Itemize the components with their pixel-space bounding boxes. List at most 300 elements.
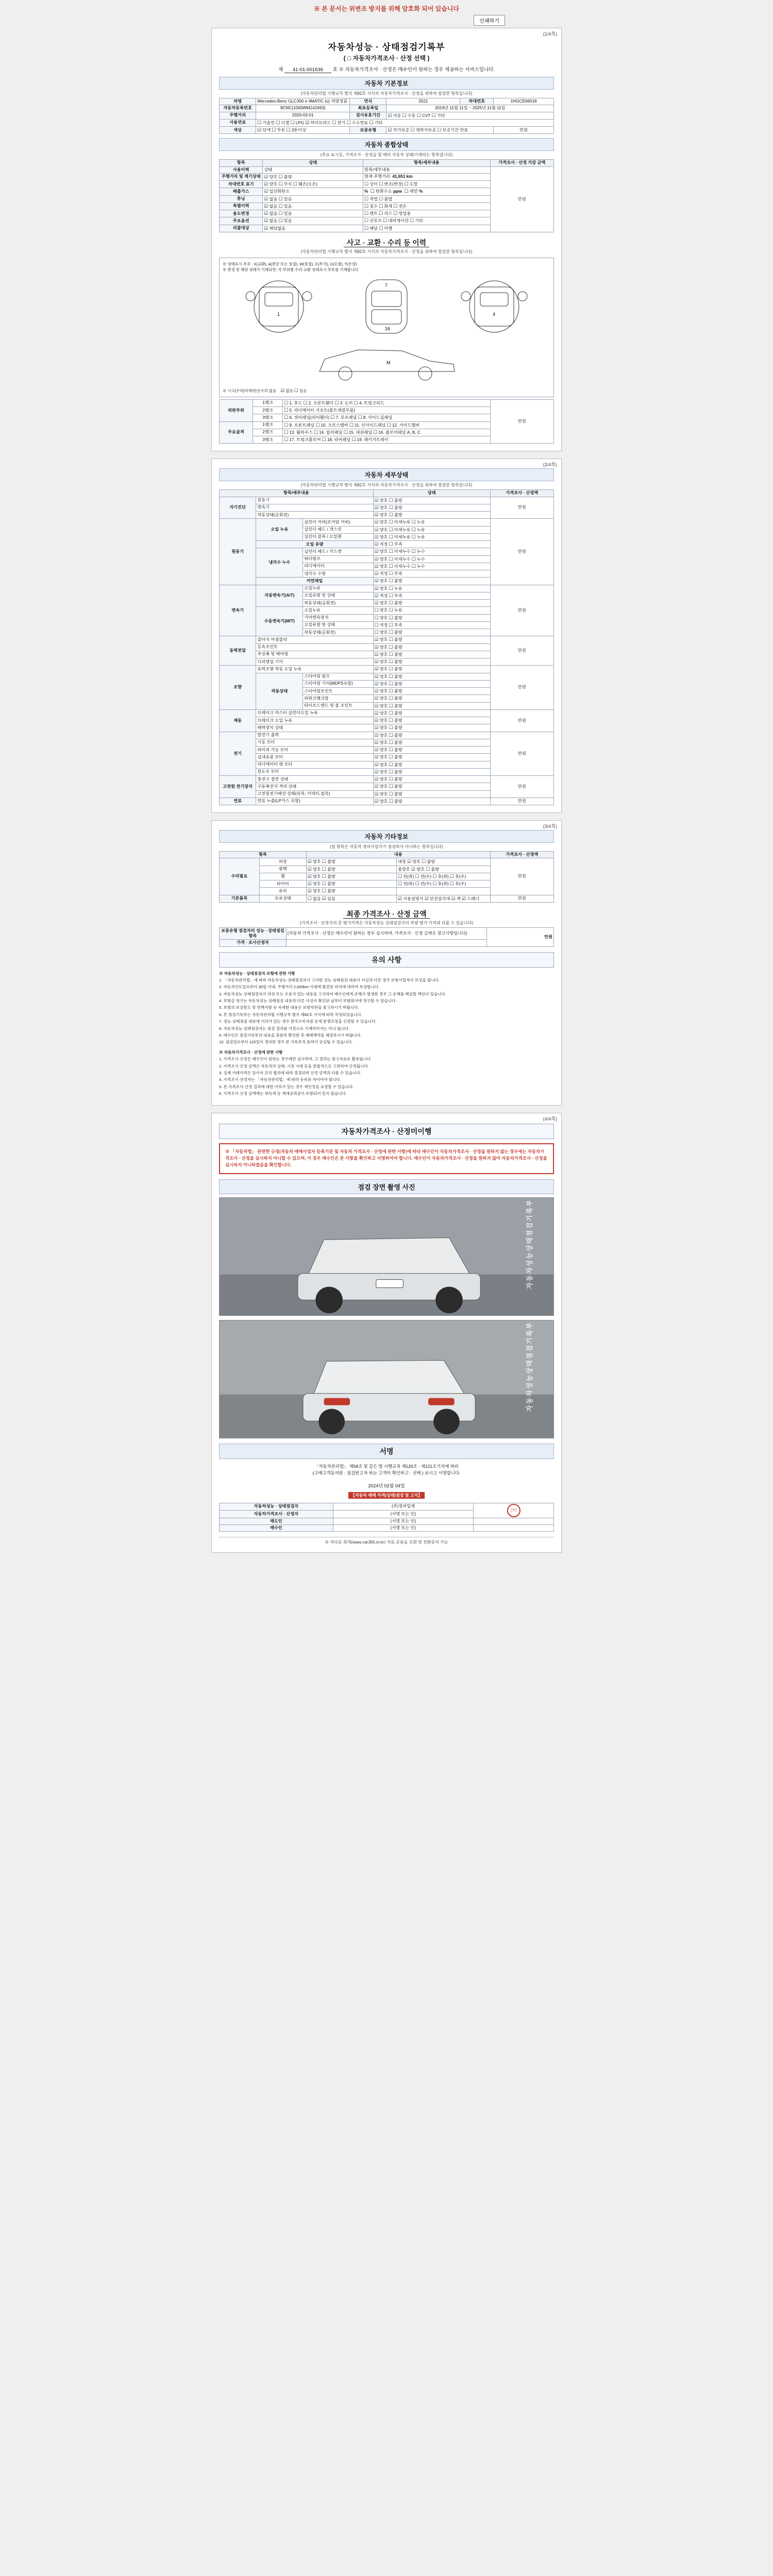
checkbox-booster-bad[interactable]: ☐ 불량	[389, 725, 402, 730]
caution-item: 2. 가격조사·산정 금액은 자동차의 상태, 시장 시세 등을 종합적으로 고려하여 산정됩니다.	[219, 1063, 369, 1069]
checkbox-tire-fl[interactable]: ☐ 전(좌)	[398, 882, 414, 886]
cautions-head-1: ※ 자동차가격조사 · 산정에 관한 사항	[219, 1049, 283, 1055]
sub-coolant: 냉각수 누수	[256, 548, 303, 578]
etc-note: (점 항목은 자동차 정비사업자가 점검하지 아니하는 항목입니다)	[330, 844, 443, 849]
checkbox-pump-good[interactable]: ☑ 양호	[375, 557, 388, 562]
checkbox-front-fender[interactable]: ☐ 2. 프론트휀더	[304, 401, 334, 405]
checkbox-inside-panel[interactable]: ☐ 11. 인사이드패널	[349, 423, 386, 428]
photo-band: 점검 장면 촬영 사진	[219, 1179, 554, 1194]
checkbox-blower-good[interactable]: ☑ 양호	[375, 755, 388, 759]
checkbox-mt-leak[interactable]: ☐ 누유	[389, 608, 402, 613]
label-warranty: 보증유형	[350, 127, 386, 134]
etc-th-1: 내용	[306, 852, 490, 858]
checkbox-tuning-legal[interactable]: ☐ 적법	[364, 197, 378, 201]
checkbox-mt-level-ok[interactable]: ☐ 적정	[375, 623, 388, 628]
mileage-sub-label: 현재 주행거리	[364, 174, 390, 179]
table-row	[220, 1524, 554, 1531]
checkbox-stjoint-bad[interactable]: ☐ 불량	[389, 689, 402, 693]
checkbox-hc[interactable]: ☐ 탄화수소	[371, 189, 392, 194]
checkbox-flood[interactable]: ☐ 침수	[364, 204, 378, 209]
checkbox-wheel-fl[interactable]: ☐ 전(좌)	[398, 874, 414, 879]
checkbox-business[interactable]: ☐ 영업용	[393, 211, 411, 216]
svg-text:4: 4	[492, 311, 495, 317]
inspection-photo-rear	[219, 1320, 554, 1438]
checkbox-brakeoil-bad[interactable]: ☐ 불량	[389, 718, 402, 723]
checkbox-at-leak[interactable]: ☐ 누유	[389, 586, 402, 591]
checkbox-tuning-yes[interactable]: ☐ 있음	[279, 197, 292, 201]
checkbox-total-loss[interactable]: ☐ 전손	[393, 204, 407, 209]
checkbox-sd-trans-bad[interactable]: ☐ 불량	[389, 505, 402, 510]
checkbox-lease[interactable]: ☐ 리스	[379, 211, 392, 216]
cautions-body	[219, 971, 554, 1097]
checkbox-tuning-illegal[interactable]: ☐ 불법	[379, 197, 392, 201]
checkbox-mt-idle-good[interactable]: ☐ 양호	[375, 630, 388, 635]
price-final-amount: 만원	[487, 927, 554, 946]
checkbox-color-two[interactable]: ☐ 투톤	[272, 128, 285, 132]
doc-no-suffix: 호 ※ 자동차가격조사 · 산정은 매수인이 원하는 경우 제공하는 서비스입니다.	[332, 67, 495, 73]
checkbox-glass-good[interactable]: ☑ 양호	[308, 889, 321, 893]
row-mid-vin	[263, 181, 363, 188]
checkbox-triangle[interactable]: ☑ 안전삼각대	[425, 896, 450, 901]
group-fuel: 연료	[220, 798, 256, 805]
checkbox-block-fine[interactable]: ☐ 미세누유	[389, 535, 411, 539]
checkbox-clutch-bad[interactable]: ☐ 불량	[389, 637, 402, 642]
checkbox-wiper-bad[interactable]: ☐ 불량	[389, 748, 402, 752]
row-right-emission: % ☐ 탄화수소 ppm ☐ 매연 %	[363, 188, 491, 195]
checkbox-mileage-good[interactable]: ☑ 양호	[264, 175, 277, 179]
checkbox-navi[interactable]: ☐ 내비게이션	[383, 218, 409, 223]
checkbox-ev[interactable]: ☐ 전기	[332, 121, 345, 125]
checkbox-accident-yes[interactable]: ☐ 있음	[294, 388, 307, 393]
checkbox-head-fine[interactable]: ☐ 미세누유	[389, 528, 411, 532]
checkbox-accident-none[interactable]: ☑ 없음	[280, 388, 293, 393]
checkbox-special-yes[interactable]: ☐ 있음	[279, 204, 292, 209]
checkbox-sd-trans-good[interactable]: ☑ 양호	[375, 505, 388, 510]
checkbox-special-none[interactable]: ☑ 없음	[264, 204, 277, 209]
checkbox-fan-good[interactable]: ☑ 양호	[375, 762, 388, 767]
sub-hv-wiring: 고전원전기배선 상태(피복, 커넥터,접촉)	[256, 790, 373, 798]
checkbox-wheel-house[interactable]: ☐ 13. 휠하우스	[284, 430, 312, 435]
checkbox-usechange-none[interactable]: ☑ 없음	[264, 211, 277, 216]
checkbox-at-level-ok[interactable]: ☑ 적정	[375, 594, 388, 598]
etc-group-basic: 기본품목	[220, 895, 260, 902]
frame-rank3-items	[283, 436, 490, 444]
checkbox-head-good[interactable]: ☑ 양호	[375, 528, 388, 532]
value-color	[256, 127, 350, 134]
checkbox-tuning-none[interactable]: ☑ 없음	[264, 197, 277, 201]
checkbox-diesel[interactable]: ☐ 디젤	[276, 121, 289, 125]
checkbox-batiso-good[interactable]: ☑ 양호	[375, 784, 388, 789]
table-row	[220, 1518, 554, 1524]
row-label-recall: 리콜대상	[220, 225, 263, 232]
table-row	[220, 666, 554, 673]
checkbox-maker-warranty[interactable]: ☐ 제작사보증	[410, 128, 436, 132]
state-differential	[373, 658, 490, 666]
checkbox-smoke[interactable]: ☐ 매연	[405, 189, 418, 194]
checkbox-vin-good[interactable]: ☑ 양호	[264, 182, 277, 187]
detail-tie-rod: 타이로드엔드 및 볼 조인트	[303, 702, 373, 709]
checkbox-fuel-good[interactable]: ☑ 양호	[375, 799, 388, 804]
checkbox-room-bad[interactable]: ☐ 불량	[426, 867, 439, 872]
checkbox-coolant-head-fine[interactable]: ☐ 미세누수	[389, 549, 411, 554]
checkbox-radiator-support[interactable]: ☐ 5. 라디에이터 서포트(볼트체결부품)	[284, 408, 355, 413]
checkbox-tire-rr[interactable]: ☐ 후(우)	[450, 882, 466, 886]
rank-3: 3랭크	[253, 414, 282, 421]
checkbox-spanner[interactable]: ☑ 스패너	[462, 896, 479, 901]
checkbox-rent[interactable]: ☐ 렌트	[364, 211, 378, 216]
label-mileage: 주행거리	[220, 112, 256, 119]
checkbox-vin-corrosion[interactable]: ☐ 부식	[279, 182, 292, 187]
checkbox-at-idle-bad[interactable]: ☐ 불량	[389, 601, 402, 605]
checkbox-pos-yes[interactable]: ☑ 있음	[322, 896, 335, 901]
checkbox-hybrid[interactable]: ☑ 하이브리드	[305, 121, 331, 125]
page-number-1: (1/4쪽)	[543, 31, 557, 37]
checkbox-charge-bad[interactable]: ☐ 불량	[389, 777, 402, 782]
checkbox-at-good[interactable]: ☑ 양호	[375, 586, 388, 591]
sub-operation: 작동상태	[256, 673, 303, 709]
checkbox-master-good[interactable]: ☑ 양호	[375, 711, 388, 716]
checkbox-wheel-good[interactable]: ☑ 양호	[308, 874, 321, 879]
checkbox-prop-good[interactable]: ☑ 양호	[375, 652, 388, 657]
checkbox-diff-bad[interactable]: ☐ 불량	[389, 659, 402, 664]
row-label-special: 특별이력	[220, 202, 263, 210]
checkbox-coolant-ok[interactable]: ☑ 적정	[375, 571, 388, 576]
checkbox-blower-bad[interactable]: ☐ 불량	[389, 755, 402, 759]
checkbox-int-bad[interactable]: ☐ 불량	[422, 859, 435, 864]
checkbox-window-good[interactable]: ☑ 양호	[375, 770, 388, 774]
checkbox-mt-gear-bad[interactable]: ☐ 불량	[389, 616, 402, 620]
checkbox-ps-good[interactable]: ☑ 양호	[375, 667, 388, 671]
signature-table	[219, 1503, 554, 1532]
checkbox-ps-bad[interactable]: ☐ 불량	[389, 667, 402, 671]
checkbox-sd-idle-bad[interactable]: ☐ 불량	[389, 513, 402, 517]
checkbox-mt-good[interactable]: ☐ 양호	[375, 608, 388, 613]
sub-transmission: 변속기	[256, 504, 373, 511]
checkbox-sd-engine-good[interactable]: ☑ 양호	[375, 498, 388, 503]
checkbox-radiator-fine[interactable]: ☐ 미세누수	[389, 564, 411, 569]
detail-th-2: 가격조사 · 산정액	[490, 490, 553, 497]
checkbox-cv-good[interactable]: ☑ 양호	[375, 645, 388, 650]
checkbox-alt-bad[interactable]: ☐ 불량	[389, 733, 402, 738]
checkbox-tire-fr[interactable]: ☐ 전(우)	[415, 882, 431, 886]
checkbox-roof-panel[interactable]: ☐ 7. 루프패널	[331, 415, 357, 420]
checkbox-radiator-leak[interactable]: ☐ 누수	[412, 564, 425, 569]
checkbox-recall-yes[interactable]: ☐ 해당	[364, 226, 378, 231]
checkbox-rocker-leak[interactable]: ☐ 누유	[412, 520, 425, 524]
state-radiator-fan	[373, 761, 490, 768]
checkbox-usechange-yes[interactable]: ☐ 있음	[279, 211, 292, 216]
checkbox-radiator-good[interactable]: ☑ 양호	[375, 564, 388, 569]
checkbox-gasoline[interactable]: ☐ 가솔린	[257, 121, 275, 125]
checkbox-package-tray[interactable]: ☐ 19. 패키지트레이	[351, 437, 388, 442]
checkbox-color-three[interactable]: ☐ 3톤이상	[287, 128, 306, 132]
seal-icon: (인)	[507, 1504, 520, 1517]
checkbox-sunroof[interactable]: ☐ 선루프	[364, 218, 382, 223]
state-mt-gear	[373, 614, 490, 621]
checkbox-wheel-bad[interactable]: ☐ 불량	[322, 874, 335, 879]
value-vin: 1HGCE66018	[494, 98, 554, 105]
checkbox-crank-bad[interactable]: ☐ 불량	[389, 696, 402, 701]
checkbox-side-sill[interactable]: ☐ 8. 사이드실패널	[358, 415, 393, 420]
checkbox-vin-erased[interactable]: ☐ 도말	[405, 182, 418, 187]
checkbox-pump-leak[interactable]: ☐ 누수	[412, 557, 425, 562]
diagram-legend-2: ※ 판정 및 해당 상태가 기재되면, 각 부위별 수리·교환 상태표시 부호를 기재합니다	[223, 267, 358, 272]
caution-item: 7. 성능·상태점검 내용에 이의가 있는 경우 한국소비자원 등에 분쟁조정을 신청할 수 있습니다.	[219, 1019, 377, 1024]
checkbox-polish-bad[interactable]: ☐ 불량	[322, 867, 335, 872]
checkbox-crank-good[interactable]: ☑ 양호	[375, 696, 388, 701]
checkbox-hydrogen[interactable]: ☐ 수소연료	[347, 121, 368, 125]
checkbox-tierod-good[interactable]: ☑ 양호	[375, 704, 388, 708]
checkbox-starter-good[interactable]: ☑ 양호	[375, 740, 388, 745]
sub-propeller: 추진축 및 베어링	[256, 651, 373, 658]
checkbox-tire-rl[interactable]: ☐ 후(좌)	[432, 882, 448, 886]
detail-th-1: 상태	[373, 490, 490, 497]
checkbox-polish-good[interactable]: ☑ 양호	[308, 867, 321, 872]
checkbox-batiso-bad[interactable]: ☐ 불량	[389, 784, 402, 789]
checkbox-rocker-good[interactable]: ☑ 양호	[375, 520, 388, 524]
checkbox-block-leak[interactable]: ☐ 누유	[412, 535, 425, 539]
checkbox-room-good[interactable]: ☑ 양호	[411, 867, 425, 872]
detail-steering-joint: 스티어링조인트	[303, 688, 373, 695]
label-color: 색상	[220, 127, 256, 134]
checkbox-trunk-lid[interactable]: ☐ 4. 트렁크리드	[354, 401, 384, 405]
checkbox-quarter-panel[interactable]: ☐ 6. 쿼터패널(리어휀더)	[284, 415, 329, 420]
group-engine: 원동기	[220, 519, 256, 585]
checkbox-stjoint-good[interactable]: ☑ 양호	[375, 689, 388, 693]
checkbox-side-member[interactable]: ☐ 12. 사이드멤버	[387, 423, 419, 428]
checkbox-warranty-expired[interactable]: ☐ 보증기간 만료	[437, 128, 468, 132]
price-row1-desc: (자동차 가격조사 · 산정은 매수인이 원하는 경우 실시하며, 가격조사 · 산정 금액은 참고사항입니다)	[286, 927, 486, 940]
checkbox-fan-bad[interactable]: ☐ 불량	[389, 762, 402, 767]
amount-steering: 만원	[490, 666, 553, 710]
car-rear-view-icon	[450, 276, 538, 337]
checkbox-fuel-bad[interactable]: ☐ 불량	[389, 799, 402, 804]
svg-text:16: 16	[384, 326, 390, 331]
state-power-crank	[373, 695, 490, 702]
checkbox-rail-bad[interactable]: ☐ 불량	[389, 579, 402, 583]
checkbox-wheel-rr[interactable]: ☐ 후(우)	[450, 874, 466, 879]
checkbox-front-panel[interactable]: ☐ 9. 프론트패널	[284, 423, 314, 428]
sign-value-2[interactable]: (서명 또는 인)	[333, 1518, 474, 1524]
checkbox-color-single[interactable]: ☑ 단색	[257, 128, 271, 132]
table-row	[220, 927, 554, 940]
checkbox-cvt[interactable]: ☐ CVT	[417, 113, 430, 118]
checkbox-stpump-good[interactable]: ☑ 양호	[375, 674, 388, 679]
checkbox-trans-etc[interactable]: ☐ 기타	[431, 113, 445, 118]
checkbox-fuel-etc[interactable]: ☐ 기타	[369, 121, 383, 125]
label-reg: 최초등록일	[350, 105, 386, 112]
row-mid-usage: 상태	[263, 166, 363, 173]
checkbox-stpump-bad[interactable]: ☐ 불량	[389, 674, 402, 679]
checkbox-pump-fine[interactable]: ☐ 미세누수	[389, 557, 411, 562]
checkbox-cv-bad[interactable]: ☐ 불량	[389, 645, 402, 650]
state-rocker-cover	[373, 519, 490, 526]
detail-at-level: 오일유량 및 상태	[303, 592, 373, 599]
signature-text-1: 「자동차관리법」 제58조 및 같은 법 시행규칙 제120조 · 제121조기지에 따라	[314, 1463, 459, 1469]
page-4	[211, 1113, 562, 1553]
checkbox-at-idle-good[interactable]: ☑ 양호	[375, 601, 388, 605]
table-row	[220, 497, 554, 504]
checkbox-cross-member[interactable]: ☐ 10. 크로스멤버	[315, 423, 348, 428]
etc-state-exterior	[306, 858, 396, 866]
checkbox-sd-engine-bad[interactable]: ☐ 불량	[389, 498, 402, 503]
checkbox-recall-done[interactable]: ☐ 이행	[379, 226, 392, 231]
print-button[interactable]: 인쇄하기	[474, 15, 505, 26]
caution-item: 9. 매수인은 점검기록부의 내용을 충분히 확인한 후 매매계약을 체결하시기 바랍니다.	[219, 1033, 362, 1038]
overall-band: 자동차 종합상태	[219, 138, 554, 151]
checkbox-charge-good[interactable]: ☑ 양호	[375, 777, 388, 782]
checkbox-glass-bad[interactable]: ☐ 불량	[322, 889, 335, 893]
accident-note: (자동차관리법 시행규칙 별지 제82호 서식의 자동차가격조사 · 산정을 위하여 점검한 항목입니다)	[300, 249, 473, 254]
page-subtitle: ( □ 자동차가격조사 · 산정 선택 )	[343, 55, 430, 62]
checkbox-hood[interactable]: ☐ 1. 후드	[284, 401, 302, 405]
amount-fuel: 만원	[490, 798, 553, 805]
frame-rank-1: 1랭크	[253, 421, 282, 429]
amount-powertrain: 만원	[490, 636, 553, 666]
checkbox-window-bad[interactable]: ☐ 불량	[389, 770, 402, 774]
sign-label-1: 자동차가격조사 · 산정자	[220, 1511, 333, 1518]
checkbox-head-leak[interactable]: ☐ 누유	[412, 528, 425, 532]
checkbox-clutch-good[interactable]: ☑ 양호	[375, 637, 388, 642]
value-warranty	[386, 127, 494, 134]
sign-stamp	[474, 1503, 554, 1518]
caution-item: 1. 「자동차관리법」에 따라 자동차성능·상태점검자가 고지한 성능·상태점검 내용이 사실과 다른 경우 보험사업자가 보상을 합니다.	[219, 977, 440, 982]
checkbox-fire[interactable]: ☐ 화재	[379, 204, 392, 209]
detail-water-pump: 워터펌프	[303, 555, 373, 563]
checkbox-tire-good[interactable]: ☑ 양호	[308, 882, 321, 886]
row-mid-option	[263, 217, 363, 225]
car-side-view-icon	[309, 340, 464, 386]
etc-state-possession	[306, 895, 396, 902]
checkbox-manual-book[interactable]: ☑ 사용설명서	[398, 896, 424, 901]
svg-text:1: 1	[277, 311, 280, 317]
checkbox-stgear-good[interactable]: ☑ 양호	[375, 682, 388, 686]
checkbox-recall-na[interactable]: ☑ 해당없음	[264, 226, 285, 231]
checkbox-hvwire-bad[interactable]: ☐ 불량	[389, 792, 402, 796]
row-right-tuning	[363, 195, 491, 202]
sub-oil-level: 오일 유량	[256, 541, 373, 548]
state-at-idle	[373, 600, 490, 607]
checkbox-alt-good[interactable]: ☑ 양호	[375, 733, 388, 738]
checkbox-pillar-panel[interactable]: ☐ 14. 필러패널	[314, 430, 342, 435]
detail-steering-gear: 스티어링 기어(MDPS포함)	[303, 680, 373, 687]
checkbox-block-good[interactable]: ☑ 양호	[375, 535, 388, 539]
checkbox-coolant-low[interactable]: ☐ 부족	[389, 571, 402, 576]
checkbox-oil-low[interactable]: ☐ 부족	[389, 542, 402, 547]
state-mt-level	[373, 621, 490, 629]
checkbox-at-level-low[interactable]: ☐ 부족	[389, 594, 402, 598]
checkbox-diff-good[interactable]: ☑ 양호	[375, 659, 388, 664]
checkbox-auto[interactable]: ☑ 자동	[388, 113, 401, 118]
checkbox-mt-gear-good[interactable]: ☐ 양호	[375, 616, 388, 620]
sub-ps-leak: 동력조향 작동 오일 누유	[256, 666, 373, 673]
checkbox-option-none[interactable]: ☑ 없음	[264, 218, 277, 223]
checkbox-mt-idle-bad[interactable]: ☐ 불량	[389, 630, 402, 635]
table-row	[220, 895, 554, 902]
overall-th-3: 가격조사 · 산정 가감 금액	[490, 160, 553, 166]
sub-idle: 작동상태(공회전)	[256, 512, 373, 519]
checkbox-dash-panel[interactable]: ☐ 15. 대쉬패널	[344, 430, 372, 435]
checkbox-option-yes[interactable]: ☐ 있음	[279, 218, 292, 223]
checkbox-prop-bad[interactable]: ☐ 불량	[389, 652, 402, 657]
checkbox-door[interactable]: ☐ 3. 도어	[335, 401, 353, 405]
checkbox-ext-bad[interactable]: ☐ 불량	[322, 859, 335, 864]
checkbox-jack[interactable]: ☑ 잭	[451, 896, 461, 901]
checkbox-manual[interactable]: ☐ 수동	[402, 113, 416, 118]
checkbox-int-good[interactable]: ☑ 양호	[407, 859, 421, 864]
value-warranty-amount: 만원	[494, 127, 554, 134]
checkbox-pos-none[interactable]: ☐ 없음	[308, 896, 321, 901]
checkbox-mileage-bad[interactable]: ☐ 불량	[279, 175, 292, 179]
checkbox-lpg[interactable]: ☐ LPG	[291, 121, 304, 125]
page-2	[211, 459, 562, 813]
checkbox-mt-level-low[interactable]: ☐ 부족	[389, 623, 402, 628]
row-right-special	[363, 202, 491, 210]
checkbox-option-etc[interactable]: ☐ 기타	[410, 218, 423, 223]
checkbox-hvwire-good[interactable]: ☑ 양호	[375, 792, 388, 796]
checkbox-trunk-floor[interactable]: ☐ 17. 트렁크플로어	[284, 437, 321, 442]
checkbox-coolant-head-good[interactable]: ☑ 양호	[375, 549, 388, 554]
checkbox-tire-bad[interactable]: ☐ 불량	[322, 882, 335, 886]
value-reg: 2019년 11월 11일 ~ 2025년 11월 11일	[386, 105, 554, 112]
row-mid-recall	[263, 225, 363, 232]
checkbox-oil-ok[interactable]: ☑ 적정	[375, 542, 388, 547]
detail-table	[219, 489, 554, 805]
checkbox-brakeoil-good[interactable]: ☑ 양호	[375, 718, 388, 723]
caution-item: 2. 자동차인도일로부터 30일 이내, 주행거리 2,000km 이내에 발견된 하자에 대하여 보상합니다.	[219, 985, 380, 990]
sign-label-2: 매도인	[220, 1518, 333, 1524]
checkbox-wheel-rl[interactable]: ☐ 후(좌)	[432, 874, 448, 879]
car-front-view-icon	[235, 276, 323, 337]
checkbox-master-bad[interactable]: ☐ 불량	[389, 711, 402, 716]
checkbox-sd-idle-good[interactable]: ☑ 양호	[375, 513, 388, 517]
checkbox-tierod-bad[interactable]: ☐ 불량	[389, 704, 402, 708]
checkbox-self-warranty[interactable]: ☑ 자가보증	[388, 128, 409, 132]
state-alternator	[373, 732, 490, 739]
checkbox-coolant-head-leak[interactable]: ☐ 누수	[412, 549, 425, 554]
sign-value-3[interactable]: (서명 또는 인)	[333, 1524, 474, 1531]
checkbox-floor-panel[interactable]: ☐ 16. 플로어패널	[373, 430, 406, 435]
sub-blower: 실내송풍 모터	[256, 754, 373, 761]
table-row	[220, 858, 554, 866]
checkbox-rocker-fine[interactable]: ☐ 미세누유	[389, 520, 411, 524]
state-battery-isolation	[373, 783, 490, 790]
checkbox-rear-panel[interactable]: ☐ 18. 리어패널	[322, 437, 350, 442]
checkbox-wheel-fr[interactable]: ☐ 전(우)	[415, 874, 431, 879]
checkbox-starter-bad[interactable]: ☐ 불량	[389, 740, 402, 745]
etc-band: 자동차 기타정보	[219, 830, 554, 843]
checkbox-vin-damage[interactable]: ☐ 훼손(오손)	[293, 182, 317, 187]
price-row2-value	[286, 940, 486, 946]
checkbox-vin-diff[interactable]: ☐ 상이	[364, 182, 378, 187]
checkbox-stgear-bad[interactable]: ☐ 불량	[389, 682, 402, 686]
diagram-legend-1: ※ 상태표시 부호 : X(교환), A(판금 또는 용접), W(용접), C(부식), U(요철), T(손상)	[223, 261, 357, 266]
price-row2-label: 가격 · 조사산정자	[220, 940, 287, 946]
sub-starter: 시동 모터	[256, 739, 373, 746]
checkbox-rail-good[interactable]: ☑ 양호	[375, 579, 388, 583]
row-label-vin: 차대번호 표기	[220, 181, 263, 188]
caution-item: 8. 자동차성능·상태점검자는 점검 결과를 거짓으로 기재하여서는 아니 됩니다.	[219, 1026, 350, 1031]
checkbox-booster-good[interactable]: ☑ 양호	[375, 725, 388, 730]
checkbox-ext-good[interactable]: ☑ 양호	[308, 859, 321, 864]
checkbox-vin-modified[interactable]: ☐ 변조(변경)	[379, 182, 403, 187]
signature-notice-label: 【자동차 매매 자격(상태)점검 및 고지】	[348, 1492, 425, 1499]
group-hv-electric: 고전원 전기장치	[220, 776, 256, 798]
checkbox-co[interactable]: ☑ 일산화탄소	[264, 189, 290, 194]
row-right-recall	[363, 225, 491, 232]
group-powertrain: 동력전달	[220, 636, 256, 666]
checkbox-wiper-good[interactable]: ☑ 양호	[375, 748, 388, 752]
